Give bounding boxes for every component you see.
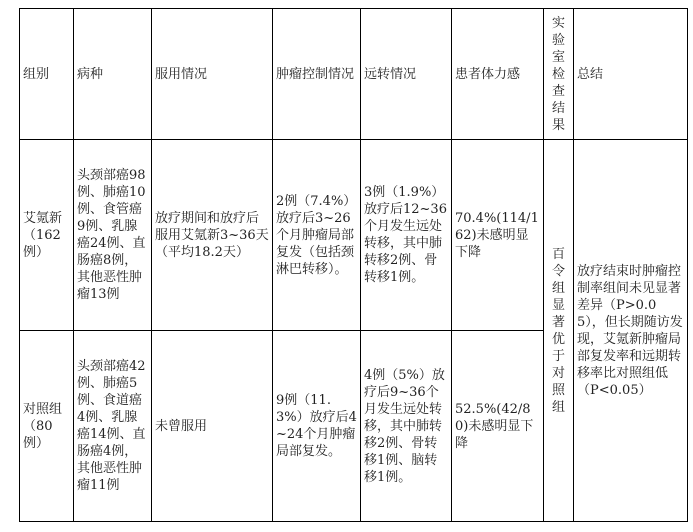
header-lab: 实验室检查结果 — [544, 9, 574, 140]
lab-result-cell: 百令组显著优于对照组 — [544, 140, 574, 522]
header-summary: 总结 — [574, 9, 688, 140]
header-stamina: 患者体力感 — [452, 9, 544, 140]
metastasis-cell: 4例（5%）放疗后9~36个月发生远处转移，其中肺转移2例、骨转移1例、脑转移1例。 — [361, 331, 452, 522]
comparison-table — [19, 8, 688, 522]
header-disease: 病种 — [74, 9, 152, 140]
stamina-cell: 70.4%(114/162)未感明显下降 — [452, 140, 544, 331]
usage-cell: 未曾服用 — [152, 331, 273, 522]
header-usage: 服用情况 — [152, 9, 273, 140]
tumor-control-cell: 9例（11.3%）放疗后4~24个月肿瘤局部复发。 — [273, 331, 361, 522]
metastasis-cell: 3例（1.9%）放疗后12~36个月发生远处转移，其中肺转移2例、骨转移1例。 — [361, 140, 452, 331]
header-metastasis: 远转情况 — [361, 9, 452, 140]
tumor-control-cell: 2例（7.4%）放疗后3~26个月肿瘤局部复发（包括颈淋巴转移）。 — [273, 140, 361, 331]
header-tumor-control: 肿瘤控制情况 — [273, 9, 361, 140]
group-cell: 艾氪新（162例） — [20, 140, 74, 331]
header-group: 组别 — [20, 9, 74, 140]
summary-cell: 放疗结束时肿瘤控制率组间未见显著差异（P>0.05），但长期随访发现，艾氪新肿瘤局部复发率和远期转移率比对照组低（P<0.05） — [574, 140, 688, 522]
table-row — [20, 140, 688, 331]
header-row — [20, 9, 688, 140]
stamina-cell: 52.5%(42/80)未感明显下降 — [452, 331, 544, 522]
group-cell: 对照组（80例） — [20, 331, 74, 522]
usage-cell: 放疗期间和放疗后服用艾氪新3~36天（平均18.2天） — [152, 140, 273, 331]
disease-cell: 头颈部癌98例、肺癌10例、食管癌9例、乳腺癌24例、直肠癌8例，其他恶性肿瘤13例 — [74, 140, 152, 331]
disease-cell: 头颈部癌42例、肺癌5例、食道癌4例、乳腺癌14例、直肠癌4例，其他恶性肿瘤11例 — [74, 331, 152, 522]
